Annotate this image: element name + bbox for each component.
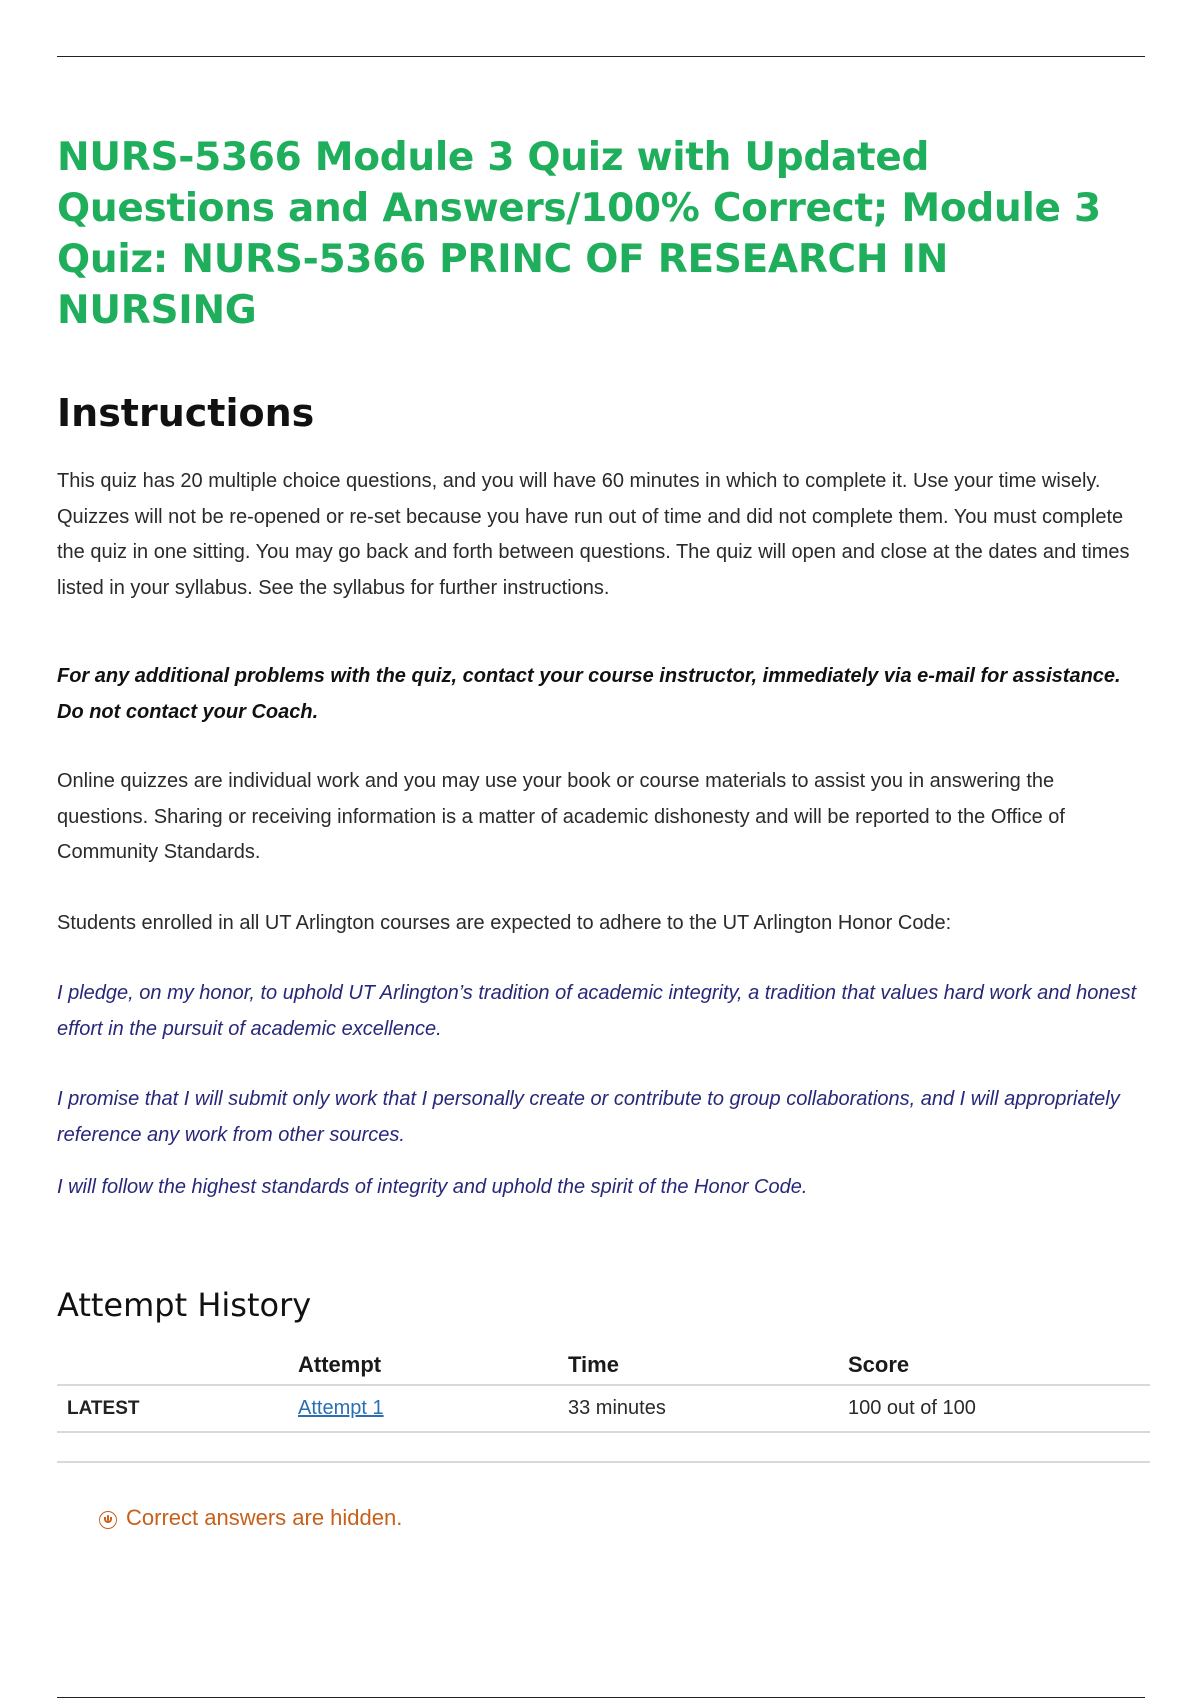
attempt-link[interactable]: Attempt 1 <box>298 1397 384 1419</box>
column-header-blank <box>57 1346 288 1385</box>
column-header-time: Time <box>558 1346 838 1385</box>
document-title: NURS-5366 Module 3 Quiz with Updated Questions and Answers/100% Correct; Module 3 Quiz: NURS-5366 PRINC OF RESEARCH IN NURSING <box>57 135 1101 333</box>
instructions-paragraph: This quiz has 20 multiple choice questions, and you will have 60 minutes in which to complete it. Use your time wisely. Quizzes will not be re-opened or re-set because you have run out of time and did not complete them. You must complete the quiz in one sitting. You may go back and forth between questions. The quiz will open and close at the dates and times listed in your syllabus. See the syllabus for further instructions. <box>57 470 1130 599</box>
hidden-answers-icon <box>99 1511 117 1529</box>
attempt-time: 33 minutes <box>558 1385 838 1432</box>
correct-answers-hidden-notice <box>99 1505 402 1531</box>
bottom-divider <box>57 1697 1145 1698</box>
table-header-row <box>57 1346 1150 1385</box>
contact-instructor-note: For any additional problems with the quiz, contact your course instructor, immediately via e-mail for assistance. Do not contact your Coach. <box>57 665 1121 723</box>
honor-code-pledge: I pledge, on my honor, to uphold UT Arlington’s tradition of academic integrity, a tradition that values hard work and honest effort in the pursuit of academic excellence. <box>57 982 1137 1040</box>
notice-text: Correct answers are hidden. <box>126 1505 403 1530</box>
attempt-cell <box>288 1385 558 1432</box>
individual-work-paragraph: Online quizzes are individual work and you may use your book or course materials to assist you in answering the questions. Sharing or receiving information is a matter of academic dishonesty and will be reported to the Office of Community Standards. <box>57 770 1065 863</box>
section-divider <box>57 1461 1150 1463</box>
attempt-row-label: LATEST <box>57 1385 288 1432</box>
honor-code-intro: Students enrolled in all UT Arlington courses are expected to adhere to the UT Arlington Honor Code: <box>57 912 952 934</box>
instructions-heading: Instructions <box>57 391 315 435</box>
column-header-attempt: Attempt <box>288 1346 558 1385</box>
attempt-history-heading: Attempt History <box>57 1286 312 1324</box>
document-page <box>57 0 1145 1700</box>
honor-code-promise: I promise that I will submit only work that I personally create or contribute to group collaborations, and I will appropriately reference any work from other sources. <box>57 1088 1120 1146</box>
attempt-score: 100 out of 100 <box>838 1385 1150 1432</box>
column-header-score: Score <box>838 1346 1150 1385</box>
top-divider <box>57 56 1145 57</box>
table-row <box>57 1385 1150 1432</box>
attempt-history-table <box>57 1346 1150 1433</box>
honor-code-standards: I will follow the highest standards of integrity and uphold the spirit of the Honor Code. <box>57 1176 808 1198</box>
